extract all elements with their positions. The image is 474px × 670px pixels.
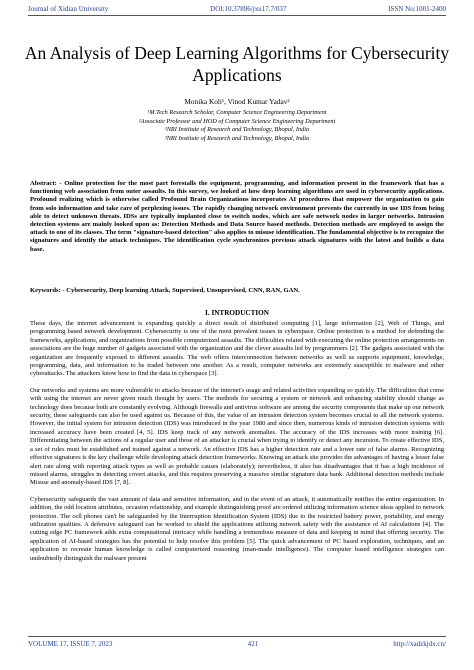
journal-url-link[interactable]: http://xadzkjdx.cn/	[393, 640, 446, 648]
page-number: 421	[247, 640, 259, 648]
author-line: Monika Koli¹, Vinod Kumar Yadav²	[184, 97, 290, 106]
affiliation-4: ²NRI Institute of Research and Technology, Bhopal, India	[164, 135, 310, 143]
body-text	[30, 320, 444, 571]
journal-name: Journal of Xidian University	[28, 5, 109, 13]
header-divider	[28, 15, 446, 16]
doi-text[interactable]: DOI:10.37896/jxu17.7/037	[210, 5, 287, 13]
paper-title: An Analysis of Deep Learning Algorithms for Cybersecurity Applications	[24, 43, 450, 85]
section-heading-introduction: I. INTRODUCTION	[205, 309, 269, 317]
paragraph: Cybersecurity safeguards the vast amount of data and sensitive information, and in the event of an attack, it automatically notifies the entire organization. In addition, the odd location attributes, occasion relationship, and example distinguishing proof are ordered utilizing information science ideas applied to network protection. The cell phones can't be safeguarded by the Interruption Identification System (IDS) due to the restricted battery power, portability, and energy utilization qualities. A defensive safeguard can be worked to shield the applications utilizing network safety with the assistance of AI calculations [4]. The cutting edge PC framework adds extra computational intricacy while handling a tremendous measure of data and keeping in mind that offering security. The application of AI-based strategies has the potential to help resolve this problem [5]. The quick advancement of PC based exploration, techniques, and an application to recreate human knowledge is called computerized reasoning (man-made intelligence). The computer based intelligence strategies can undoubtedly distinguish the malware present	[30, 495, 444, 562]
keywords: Keywords: - Cybersecurity, Deep learning Attack, Supervised, Unsupervised, CNN, RAN, GAN.	[30, 287, 300, 294]
affiliation-2: ²Associate Professor and HOD of Computer Science Engineering Department	[138, 117, 336, 125]
footer-divider	[28, 636, 446, 637]
issn-text: ISSN No:1001-2400	[388, 5, 446, 13]
abstract: Abstract: - Online protection for the most part forestalls the equipment, programming, and information present in the framework that has a functioning web association from outer assaults. In this survey, we looked at how deep learning algorithms are used in cybersecurity applications. Profound realizing which is otherwise called Profound Brain Organizations incorporates AI procedures that empower the organization to gain from solo information and take care of perplexing issues. The rapidly changing network environment prevents the currently in use IDS from being able to detect unknown threats. IDSs are typically implanted close to switch nodes, which are safe network nodes in larger networks. Intrusion detection systems are mainly looked upon as: Detection Methods and Data Source based methods. Detection methods are employed to assign the attack to one of its classes. The term "signature-based detection" also applies to misuse identification. The fundamental objective is to recognize the signatures and identify the attack techniques. The identification cycle synchronizes previous attack signatures with the latest and builds a data base.	[30, 180, 444, 253]
affiliation-3: ¹NRI Institute of Research and Technology, Bhopal, India	[164, 126, 310, 134]
paragraph: Our networks and systems are more vulnerable to attacks because of the internet's usage and related activities expanding so quickly. The difficulties that come with using the internet are never given much thought by users. The methods for securing a system or network and enhancing stability should change as technology does because both are constantly evolving. Although firewalls and antivirus software are among the security components that make up our network security, these safeguards can also be used against us. Because of this, the value of an intrusion detection system becomes crucial to all the network systems. However, the initial system for intrusion detection (IDS) was introduced in the year 1980 and since then, numerous kinds of intrusion detection systems with increased accuracy have been created [4, 5]. IDS keep track of any network anomalies. The accuracy of the IDS increases with more training [6]. Differentiating between the actions of a regular user and those of an attacker is crucial when trying to identify or detect any incursion. To create effective IDS, a set of rules must be established and trained against a network. An effective IDS has a higher detection rate and a lower rate of false alarms. Recognizing effective signatures is the key challenge while developing attack detection frameworks. Knowing an attack site provides the advantages of having a lesser false alert rate along with reporting attack types as well as probable causes (elaborately); nevertheless, it also has disadvantages that it has a high incidence of missed alarms, struggles in detecting covert attacks, and this requires preserving a massive similar signature data bank. Additional detection methods include Misuse and anomaly-based IDS [7, 8].	[30, 386, 444, 487]
paragraph: These days, the internet advancement is expanding quickly a direct result of distributed computing [1], large information [2], Web of Things, and programming based network development. Cybersecurity is one of the most prevalent issues in cyberspace. Online protection is a method for defending the frameworks, applications, and organizations from possible computerized assaults. The difficulties related with executing the online protection arrangements on associations are the huge number of gadgets associated with the organization and the clever assaults led by programmers [2]. The gadgets associated with the organization are frequently exposed to different assaults. The web offers interconnection between networks as well as supports equipment, knowledge, programming, data, and information to be traded between one another. As a result, computer networks are extremely susceptible to malware and other cyberattacks. The attackers know how to find the data in cyberspace [3].	[30, 320, 444, 378]
affiliations	[0, 109, 474, 144]
affiliation-1: ¹M.Tech Research Scholar, Computer Science Engineering Department	[147, 109, 327, 116]
volume-issue: VOLUME 17, ISSUE 7, 2023	[28, 640, 113, 648]
running-header	[28, 5, 446, 13]
running-footer	[28, 640, 446, 648]
